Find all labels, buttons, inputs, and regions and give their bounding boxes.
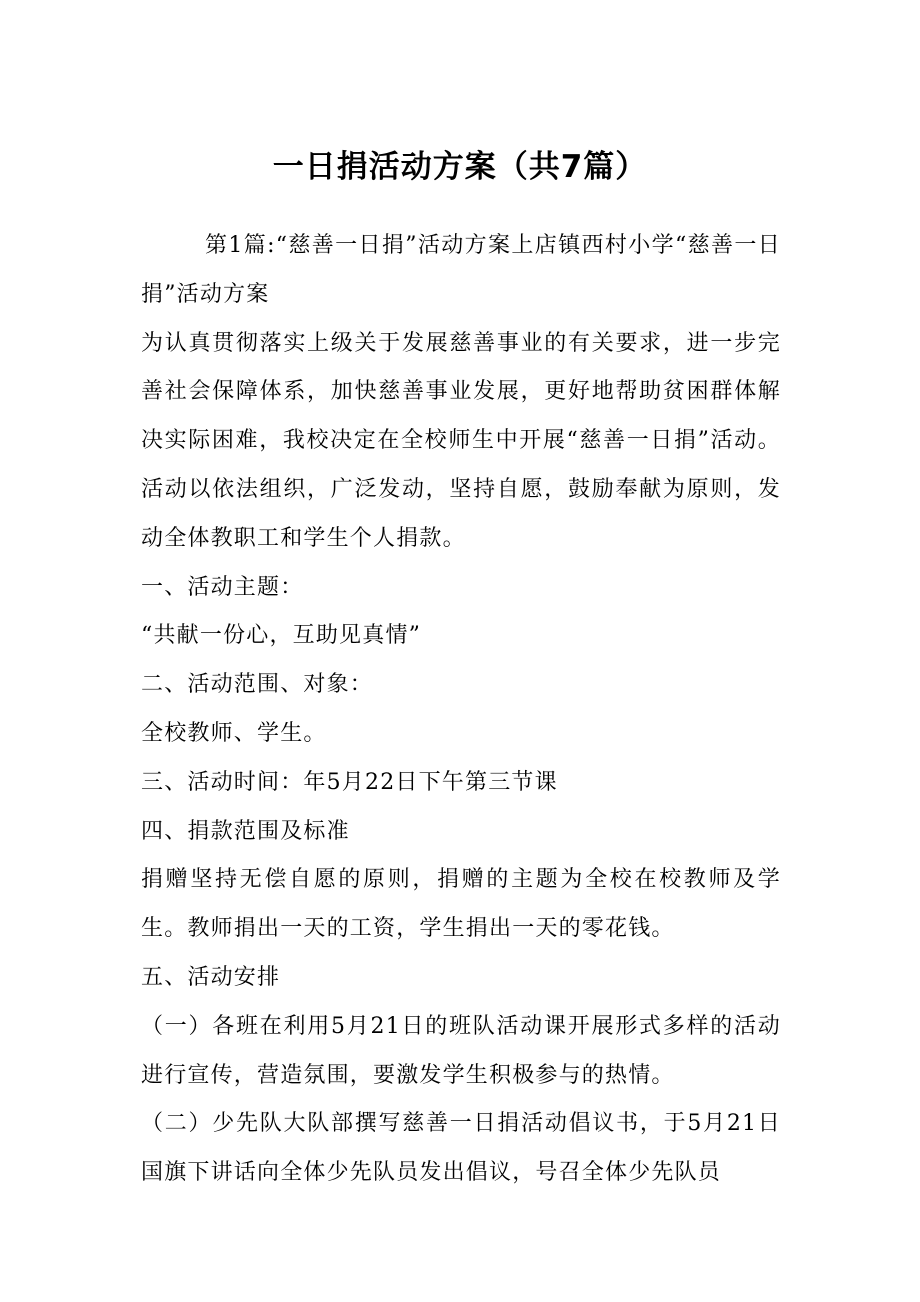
- section-heading-standard: 四、捐款范围及标准: [141, 818, 350, 844]
- paragraph-purpose: 为认真贯彻落实上级关于发展慈善事业的有关要求，进一步完善社会保障体系，加快慈善事业发展，更好地帮助贫困群体解决实际困难，我校决定在全校师生中开展“慈善一日捐”活动。活动以依法组织，广泛发动，坚持自愿，鼓励奉献为原则，发动全体教职工和学生个人捐款。: [141, 330, 781, 551]
- paragraph-intro-heading: 第1篇:“慈善一日捐”活动方案上店镇西村小学“慈善一日捐”活动方案: [141, 233, 781, 307]
- paragraph-theme-slogan: “共献一份心，互助见真情”: [141, 623, 422, 649]
- paragraph-standard: 捐赠坚持无偿自愿的原则，捐赠的主题为全校在校教师及学生。教师捐出一天的工资，学生捐出一天的零花钱。: [141, 867, 781, 942]
- section-heading-arrangement: 五、活动安排: [141, 964, 281, 990]
- document-body: [141, 222, 781, 1198]
- document-title: 一日捐活动方案（共7篇）: [272, 149, 648, 185]
- paragraph-arrangement-1: （一）各班在利用5月21日的班队活动课开展形式多样的活动进行宣传，营造氛围，要激发学生积极参与的热情。: [141, 1013, 781, 1088]
- paragraph-scope: 全校教师、学生。: [141, 720, 327, 746]
- paragraph-arrangement-2: （二）少先队大队部撰写慈善一日捐活动倡议书，于5月21日国旗下讲话向全体少先队员发出倡议，号召全体少先队员: [141, 1111, 781, 1186]
- section-heading-theme: 一、活动主题：: [141, 574, 304, 600]
- section-heading-time: 三、活动时间：年5月22日下午第三节课: [141, 769, 558, 795]
- section-heading-scope: 二、活动范围、对象：: [141, 672, 374, 698]
